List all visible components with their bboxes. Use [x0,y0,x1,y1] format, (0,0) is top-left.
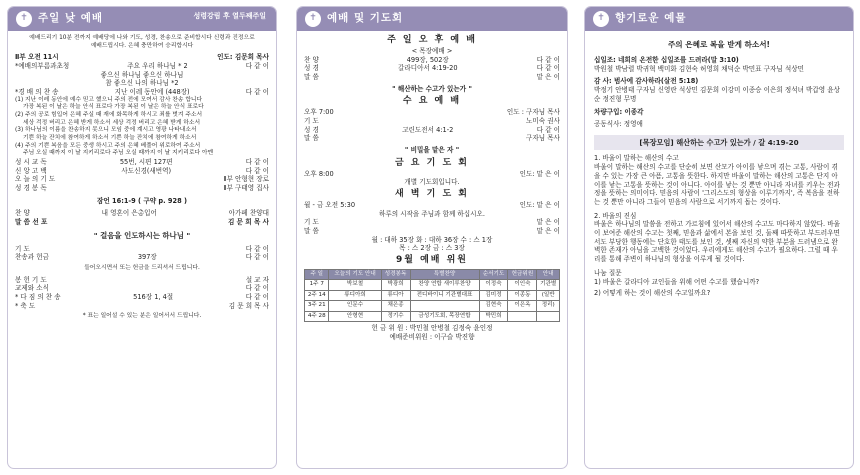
meal-offering: 공동식사: 정영애 [594,120,643,129]
panel-title: 예배 및 기도회 [327,12,404,25]
panel-header [297,7,567,31]
offering-note: 들어오시면서 또는 헌금을 드리셔서 드립니다. [84,265,200,272]
panel-title: 향기로운 예물 [615,12,687,25]
section-title: 9월 예배 위원 [396,255,468,266]
table-row: 2주 14 류디아희 류디아 전디바이니 기관별대표 김미정 이종동 (일반 [305,290,560,300]
offerings-panel [584,6,854,469]
reading-plan: 월 : 대하 35장 화 : 대하 36장 수 : 스 1장 [371,235,493,244]
order-row: 찬 양 499장, 502장 다 같 이 [304,55,560,64]
table-row: 3주 21 인문수 채은종 김현숙 이은옥 정리) [305,301,560,311]
time-row: 오후 7:00 인도 : 구자님 목사 [304,108,560,117]
order-row: 성 경 봉 독 Ⅱ부 구태영 집사 [15,184,269,193]
panel-title: 주일 낮 예배 [38,12,104,25]
note: 개별 기도회입니다. [404,178,460,187]
questions-heading: 나눔 질문 [594,268,622,277]
service-time-row: Ⅱ부 오전 11시 인도: 김문희 목사 [15,53,269,62]
order-row: 오 늘 의 기 도 Ⅱ부 안형현 장로 [15,175,269,184]
order-row: 성 시 교 독 55번, 시편 127편 다 같 이 [15,157,269,166]
call-line: 참 좋으신 나의 하나님 *2 [105,79,179,88]
order-row: 기 도 맡 은 이 [304,218,560,227]
question: 1) 바울은 갈라디아 교인들을 위해 어떤 수고를 했습니까? [594,277,760,286]
section-subtitle: < 목장예배 > [411,46,453,55]
tithe-names: 박원철 박남렬 박귀혁 백미화 김현숙 허영희 채덕순 박민표 구자님 석상민 [594,64,804,73]
order-row: 말 씀 선 포 김 문 희 목 사 [15,218,269,227]
offering-heading: 주의 은혜로 복을 받게 하소서! [667,40,771,49]
panel-subtitle: 성령강림 후 열두째주일 [193,12,266,20]
order-row: 성 경 고린도전서 4:1-2 다 같 이 [304,125,560,134]
sermon-title: " 해산하는 수고가 있는가 " [392,84,472,93]
order-row: 찬 양 내 영혼이 은총입어 아가페 찬양대 [15,209,269,218]
order-row: *경 배 의 찬 송 지난 이레 동안에 (448장) 다 같 이 [15,88,269,97]
order-row: *예배의부름과초청 주요 우리 하나님 * 2 다 같 이 [15,61,269,70]
cell-group-banner: [목장모임] 해산하는 수고가 있는가 / 갈 4:19-20 [594,135,844,151]
point-heading: 1. 바울이 말하는 해산의 수고 [594,154,679,163]
order-row: 기 도 노미숙 권사 [304,116,560,125]
order-row: 성 경 갈라디아서 4:19-20 다 같 이 [304,64,560,73]
order-row: * 다 짐 의 찬 송 516장 1, 4절 다 같 이 [15,293,269,302]
church-icon: ✝ [305,11,321,27]
table-row: 4주 28 안형현 정기수 금성기도회, 목장연합 박민희 [305,311,560,321]
order-of-worship-panel [7,6,277,469]
time-row: 월 - 금 오전 5:30 인도: 맡 은 이 [304,200,560,209]
order-row: 찬송과 헌금 397장 다 같 이 [15,253,269,262]
order-row: 말 씀 맡 은 이 [304,227,560,236]
order-row: 교제와 소식 다 같 이 [15,284,269,293]
point-body: 바울이 말하는 해산의 수고를 단순히 보면 산모가 아이를 낳으며 겪는 고통, 사람이 겪을 수 있는 가장 큰 아픔, 고통을 뜻한다. 하지만 바울이 말하는 해산의 고통은 단지 아이를 낳는 고통을 뜻하는 것이 아니다. 아이를 낳는 것 뿐만 아니라 자녀를 키우는 전과정을 뜻하는 의미이다. 믿음의 사람이 '그리스도의 형상을 이루기까지', 즉 복음을 전하는 것 뿐만 아니라 그들이 믿음의 사람으로 서기까지 돕는 것이다. [594,163,840,206]
order-row: 봉 헌 기 도 설 교 자 [15,275,269,284]
section-title: 주 일 오 후 예 배 [387,35,477,45]
order-row: 기 도 다 같 이 [15,244,269,253]
hymn-lyrics: (1) 지난 이레 동안에 예수 믿고 했으니 주의 전에 모여서 감사 찬송 합니다 가장 복된 이 날은 하늘 안식 표로다 가장 복된 이 날은 하늘 안식 표로다 (2) 주의 공로 힘입어 은혜 주실 때 재에 화목하게 하시고 죄를 벗겨 주소서 세상 걱정 버리고 은혜 받게 하소서 세상 걱정 버리고 은혜 받게 하소서 (3) 하나님의 이름을 찬송하지 못으니 모임 중에 계시고 영광 나타내소서 기쁜 하늘 잔치에 참여하게 하소서 기쁜 하늘 잔치에 참여하게 하소서 (4) 주의 기쁜 복음을 모든 중생 하시고 주의 은혜 베풀어 위로하여 주소서 주님 오실 때까지 이 날 지키리로다 주님 오실 때까지 이 날 지키리로다 아멘 [15,96,214,157]
panel-header [585,7,853,31]
sermon-title: " 걸음을 인도하시는 하나님 " [93,230,191,240]
thanks-names: 박정기 안병태 구자님 신영란 석상민 김문희 이강미 이종승 이은희 정석녀 박갑영 윤상순 정진형 무명 [594,86,840,103]
point-body: 바울은 하나님의 말씀을 전하고 가르침에 있어서 해산의 수고도 마다하지 않았다. 바울이 보여준 해산의 수고는 첫째, 믿음과 삶에서 본을 보인 것, 둘째 따뜻하고 부드러우면서도 부당한 행동에는 단호한 태도를 보인 것, 셋째 자신의 약한 부분을 드러냄으로 완벽한 존재가 아님을 고백한 것이었다. 우리에게도 해산의 수고가 필요하다. 그럴 때 우리를 통해 주변이 하나님의 형상을 이루게 될 것이다. [594,220,840,264]
church-icon: ✝ [593,11,609,27]
sermon-title: " 비밀을 맡은 자 " [404,146,460,155]
committee-line: 예배준비위원 : 이구슬 박진향 [389,332,475,341]
table-row: 1주 7 박보철 박광희 찬양 연합 새이루찬양 이정숙 이인숙 기관별 [305,280,560,290]
order-row: * 축 도 김 문 희 목 사 [15,301,269,310]
call-line: 좋으신 하나님 좋으신 하나님 [100,70,184,79]
panel-header [8,7,276,31]
section-title: 새 벽 기 도 회 [394,189,469,200]
point-heading: 2. 바울의 진심 [594,211,637,220]
order-row: 말 씀 구자님 목사 [304,134,560,143]
intro-text: 예배드리기 10분 전까지 예배당에 나와 기도, 성경, 찬송으로 준비합시다 신령과 진정으로 예배드립시다. 은혜 충만하여 승리합시다 [29,35,255,49]
question: 2) 어떻게 하는 것이 해산의 수고일까요? [594,289,711,298]
thanks-label: 감 사: 범사에 감사하라(살전 5:18) [594,77,699,86]
services-panel [296,6,568,469]
section-title: 수 요 예 배 [402,96,462,107]
order-row: 말 씀 맡 은 이 [304,72,560,81]
note: 하루의 시작을 주님과 함께 하십시오. [378,209,486,218]
reading-plan: 목 : 스 2장 금 : 스 3장 [399,244,465,253]
committee-line: 헌 금 위 원 : 박민철 안병철 김정숙 윤인정 [371,323,493,332]
section-title: 금 요 기 도 회 [394,157,469,168]
committee-table: 주 일 오늘의 기도 안내 성경봉독 특별찬양 순서기도 헌금위원 안내 1주 7 박보철 박광희 찬양 연합 새이루찬양 이정숙 이인숙 기관별 2주 14 류디아희 류디아 전디바이니 기관별대표 김미정 이종동 (일반 3주 21 인문수 채은종 김현숙 이은옥 정리) 4주 28 안형현 정기수 금성기도회, 목장연합 박민희 [304,269,560,322]
car-offering: 차량구입: 이종각 [594,107,644,116]
tithe-label: 십일조: 네희의 온전한 십일조를 드려라(말 3:10) [594,56,739,65]
order-row: 신 앙 고 백 사도신경(새번역) 다 같 이 [15,166,269,175]
footnote: * 표는 일어설 수 있는 분은 일어서서 드립니다. [82,313,202,320]
scripture-ref: 잠언 16:1-9 ( 구약 p. 928 ) [97,196,187,205]
time-row: 오후 8:00 인도: 맡 은 이 [304,169,560,178]
church-icon: ✝ [16,11,32,27]
